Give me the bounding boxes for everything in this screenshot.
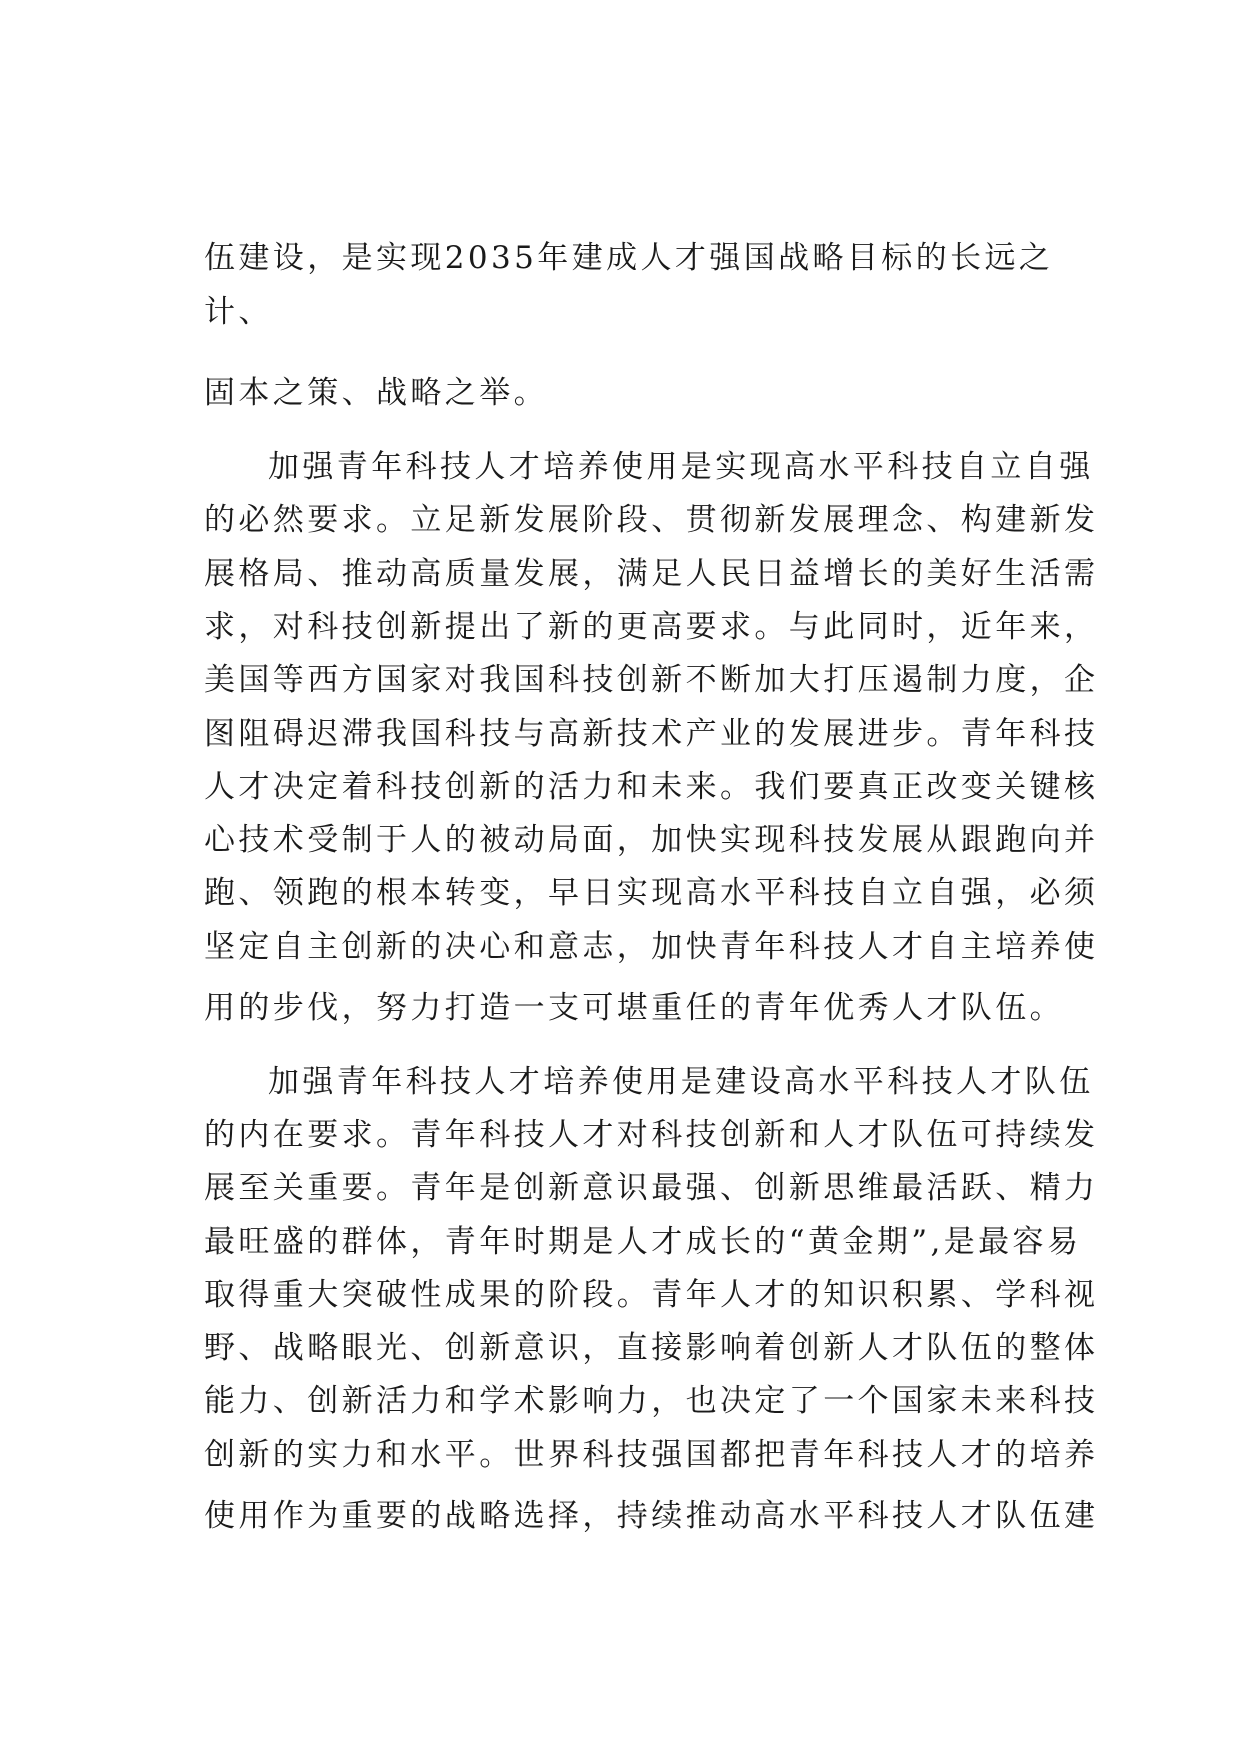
text-line: 坚定自主创新的决心和意志，加快青年科技人才自主培养使 (204, 929, 1099, 965)
text-line: 固本之策、战略之举。 (204, 375, 548, 411)
text-line: 能力、创新活力和学术影响力，也决定了一个国家未来科技 (204, 1383, 1099, 1419)
paragraph-first-line: 加强青年科技人才培养使用是实现高水平科技自立自强 (268, 449, 1094, 485)
text-line: 取得重大突破性成果的阶段。青年人才的知识积累、学科视 (204, 1277, 1099, 1313)
text-line: 野、战略眼光、创新意识，直接影响着创新人才队伍的整体 (204, 1330, 1099, 1366)
text-line: 跑、领跑的根本转变，早日实现高水平科技自立自强，必须 (204, 875, 1099, 911)
text-line: 伍建设，是实现2035年建成人才强国战略目标的长远之 (204, 240, 1054, 276)
text-line: 使用作为重要的战略选择，持续推动高水平科技人才队伍建 (204, 1498, 1099, 1534)
text-line: 展至关重要。青年是创新意识最强、创新思维最活跃、精力 (204, 1170, 1099, 1206)
text-line: 最旺盛的群体，青年时期是人才成长的“黄金期”,是最容易 (204, 1224, 1082, 1260)
text-line: 展格局、推动高质量发展，满足人民日益增长的美好生活需 (204, 556, 1099, 592)
text-line: 用的步伐，努力打造一支可堪重任的青年优秀人才队伍。 (204, 990, 1064, 1026)
text-line: 求，对科技创新提出了新的更高要求。与此同时，近年来， (204, 609, 1099, 645)
paragraph-first-line: 加强青年科技人才培养使用是建设高水平科技人才队伍 (268, 1064, 1094, 1100)
text-line: 美国等西方国家对我国科技创新不断加大打压遏制力度，企 (204, 662, 1099, 698)
text-line: 创新的实力和水平。世界科技强国都把青年科技人才的培养 (204, 1437, 1099, 1473)
text-line: 人才决定着科技创新的活力和未来。我们要真正改变关键核 (204, 769, 1099, 805)
text-line: 心技术受制于人的被动局面，加快实现科技发展从跟跑向并 (204, 822, 1099, 858)
text-line: 计、 (204, 294, 273, 330)
text-line: 的内在要求。青年科技人才对科技创新和人才队伍可持续发 (204, 1117, 1099, 1153)
text-line: 图阻碍迟滞我国科技与高新技术产业的发展进步。青年科技 (204, 716, 1099, 752)
text-line: 的必然要求。立足新发展阶段、贯彻新发展理念、构建新发 (204, 502, 1099, 538)
